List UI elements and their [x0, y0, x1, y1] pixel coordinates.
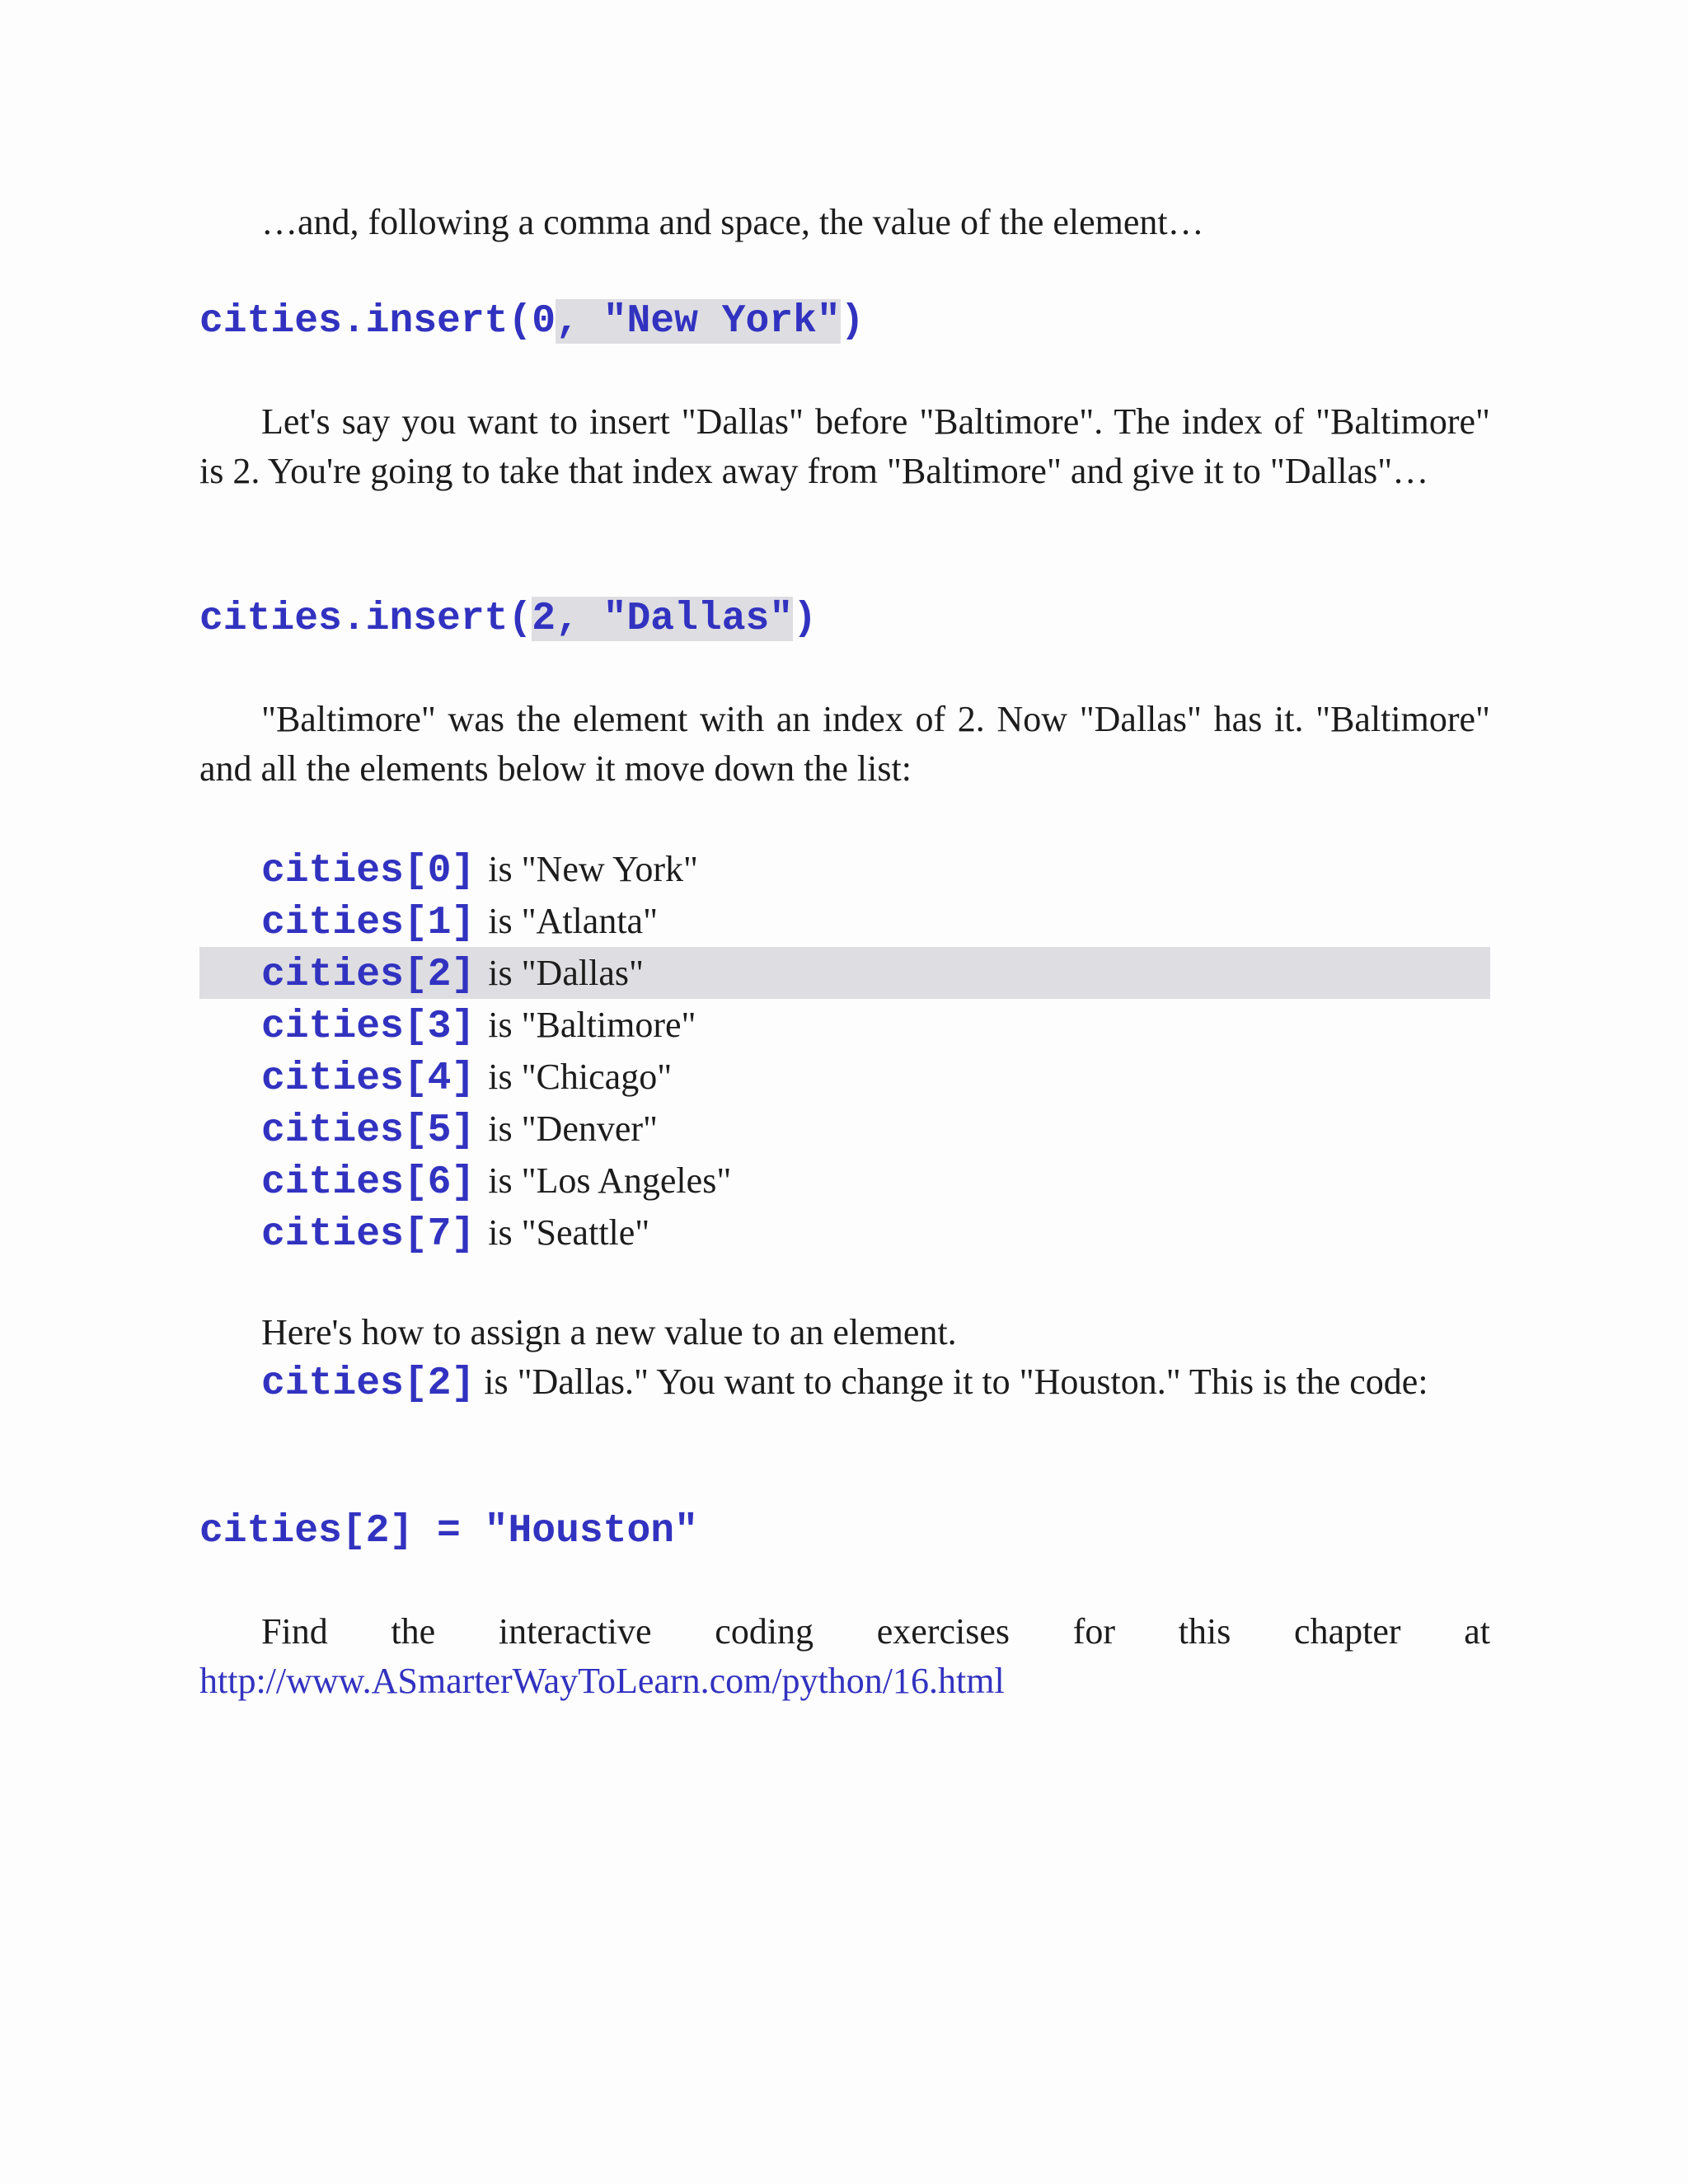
list-item	[199, 1051, 1490, 1103]
code-insert-dallas-highlight: 2, "Dallas"	[532, 597, 794, 641]
list-item-highlighted	[199, 947, 1490, 999]
list-item-text: is "Seattle"	[488, 1212, 650, 1253]
list-item-code: cities[7]	[261, 1212, 476, 1257]
paragraph-insert-dallas: Let's say you want to insert "Dallas" before "Baltimore". The index of "Baltimore" is 2. You're going to take that index away from "Baltimore" and give it to "Dallas"…	[199, 401, 1490, 491]
exercises-link[interactable]: http://www.ASmarterWayToLearn.com/python/16.html	[199, 1661, 1005, 1701]
code-insert-dallas	[199, 594, 817, 644]
list-item-text: is "New York"	[488, 849, 698, 889]
code-insert-new-york-suffix: )	[840, 299, 865, 344]
code-assign-houston: cities[2] = "Houston"	[199, 1509, 698, 1554]
list-item	[199, 1207, 1490, 1258]
list-item-code: cities[0]	[261, 849, 476, 893]
list-item-code: cities[4]	[261, 1057, 476, 1101]
code-insert-new-york	[199, 297, 865, 346]
paragraph-assign-intro: Here's how to assign a new value to an element.	[261, 1312, 957, 1352]
list-item	[199, 895, 1490, 947]
list-item-code: cities[2]	[261, 953, 476, 997]
list-item-text: is "Denver"	[488, 1108, 659, 1149]
code-insert-new-york-prefix: cities.insert(0	[199, 299, 556, 344]
cities-list	[199, 843, 1490, 1258]
paragraph-assign-code	[199, 1357, 1490, 1408]
list-item	[199, 1103, 1490, 1155]
list-item-code: cities[6]	[261, 1160, 476, 1205]
list-item	[199, 1155, 1490, 1207]
footer-text: Find the interactive coding exercises for this chapter at	[261, 1611, 1490, 1652]
intro-paragraph: …and, following a comma and space, the value of the element…	[261, 202, 1204, 242]
code-insert-new-york-highlight: , "New York"	[556, 299, 841, 344]
list-item-code: cities[1]	[261, 901, 476, 945]
list-item-code: cities[3]	[261, 1005, 476, 1049]
list-item-text: is "Los Angeles"	[488, 1160, 732, 1201]
paragraph-baltimore-moves: "Baltimore" was the element with an index of 2. Now "Dallas" has it. "Baltimore" and all the elements below it move down the list:	[199, 699, 1490, 789]
list-item-text: is "Baltimore"	[488, 1005, 696, 1045]
inline-code-cities-2: cities[2]	[261, 1361, 476, 1406]
list-item	[199, 843, 1490, 895]
code-insert-dallas-suffix: )	[793, 597, 817, 641]
code-insert-dallas-prefix: cities.insert(	[199, 597, 532, 641]
paragraph-assign-text: is "Dallas." You want to change it to "Houston." This is the code:	[475, 1361, 1428, 1402]
list-item-text: is "Dallas"	[488, 953, 644, 993]
list-item-text: is "Atlanta"	[488, 901, 659, 941]
list-item	[199, 999, 1490, 1051]
list-item-text: is "Chicago"	[488, 1057, 673, 1097]
list-item-code: cities[5]	[261, 1108, 476, 1153]
